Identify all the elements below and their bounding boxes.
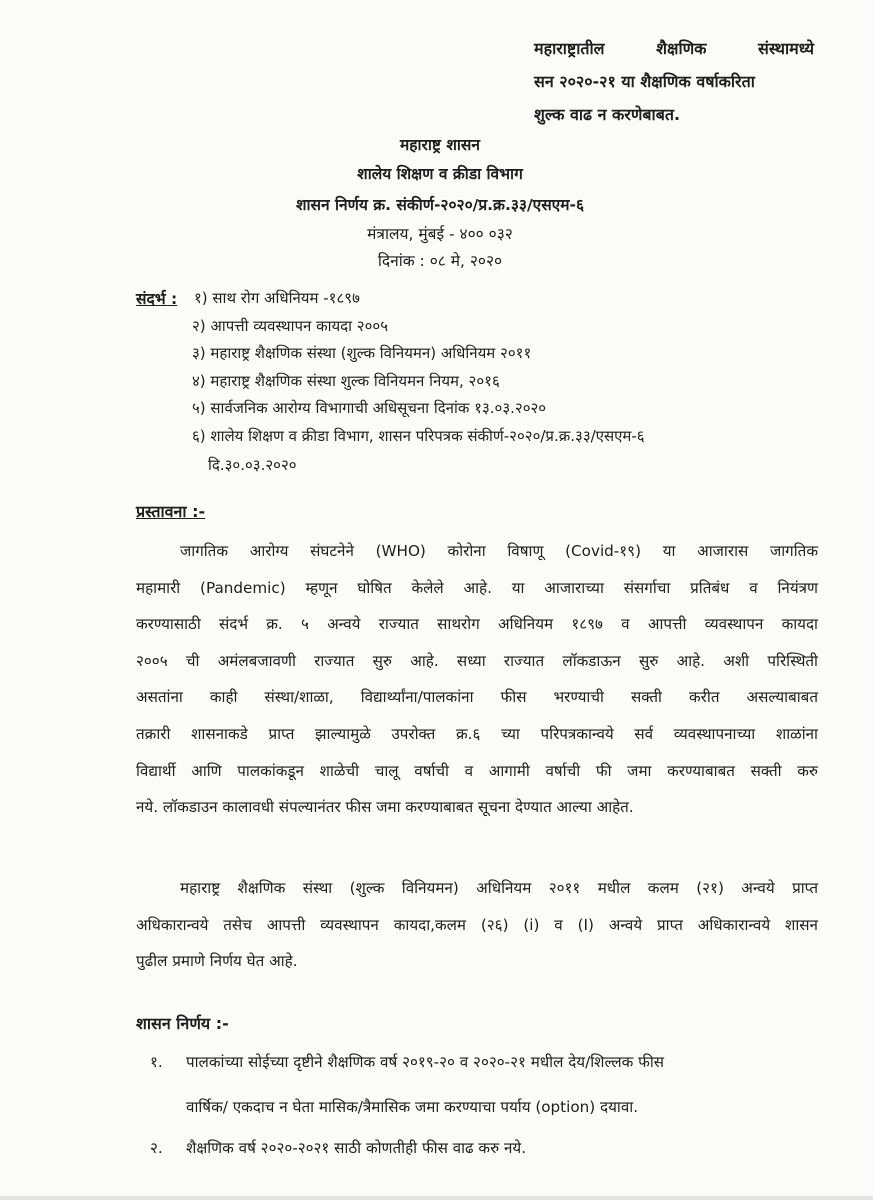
preamble-paragraph-1	[136, 533, 818, 826]
subject-line-1	[534, 32, 814, 65]
preamble-paragraph-2	[136, 870, 818, 980]
decision-heading: शासन निर्णय :-	[136, 1014, 229, 1033]
paragraph-line: नये. लॉकडाउन कालावधी संपल्यानंतर फीस जमा करण्याबाबत सूचना देण्यात आल्या आहेत.	[136, 798, 634, 817]
page-edge	[0, 1196, 873, 1200]
decision-text: पालकांच्या सोईच्या दृष्टीने शैक्षणिक वर्ष २०१९-२० व २०२०-२१ मधील देय/शिल्लक फीस	[186, 1053, 665, 1071]
paragraph-line: असतांना काही संस्था/शाळा, विद्यार्थ्यांना/पालकांना फीस भरण्याची सक्ती करीत असल्याबाबत	[136, 688, 818, 707]
subject-word: संस्थामध्ये	[758, 39, 814, 58]
decision-item	[150, 1138, 526, 1158]
subject-line-2: सन २०२०-२१ या शैक्षणिक वर्षाकरिता	[534, 72, 755, 91]
paragraph-line: तक्रारी शासनाकडे प्राप्त झाल्यामुळे उपरोक्त क्र.६ च्या परिपत्रकान्वये सर्व व्यवस्थापनाच्या शाळांना	[136, 724, 818, 743]
decision-text-continued: वार्षिक/ एकदाच न घेता मासिक/त्रैमासिक जमा करण्याचा पर्याय (option) दयावा.	[186, 1098, 639, 1116]
preamble-heading: प्रस्तावना :-	[136, 502, 206, 521]
gr-number: शासन निर्णय क्र. संकीर्ण-२०२०/प्र.क्र.३३/एसएम-६	[295, 196, 585, 214]
paragraph-line: अधिकारान्वये तसेच आपत्ती व्यवस्थापन कायदा,कलम (२६) (i) व (I) अन्वये प्राप्त अधिकारान्वये शासन	[136, 915, 818, 934]
reference-item: २) आपत्ती व्यवस्थापन कायदा २००५	[192, 317, 389, 335]
subject-line-3: शुल्क वाढ न करणेबाबत.	[534, 105, 681, 124]
decision-item	[150, 1052, 664, 1072]
references-label: संदर्भ :	[136, 290, 178, 308]
reference-item: ६) शालेय शिक्षण व क्रीडा विभाग, शासन परिपत्रक संकीर्ण-२०२०/प्र.क्र.३३/एसएम-६	[192, 427, 645, 445]
issue-date: दिनांक : ०८ मे, २०२०	[377, 252, 503, 270]
subject-word: महाराष्ट्रातील	[534, 39, 605, 58]
reference-item: ५) सार्वजनिक आरोग्य विभागाची अधिसूचना दिनांक १३.०३.२०२०	[192, 399, 547, 417]
paragraph-line: पुढील प्रमाणे निर्णय घेत आहे.	[136, 952, 298, 971]
subject-word: शैक्षणिक	[656, 39, 707, 58]
department-title: शालेय शिक्षण व क्रीडा विभाग	[357, 165, 523, 183]
reference-item: ३) महाराष्ट्र शैक्षणिक संस्था (शुल्क विनियमन) अधिनियम २०११	[192, 344, 532, 362]
paragraph-line: जागतिक आरोग्य संघटनेने (WHO) कोरोना विषाणू (Covid-१९) या आजारास जागतिक	[180, 542, 818, 560]
paragraph-line: करण्यासाठी संदर्भ क्र. ५ अन्वये राज्यात साथरोग अधिनियम १८९७ व आपत्ती व्यवस्थापन कायदा	[136, 615, 818, 634]
reference-item: १) साथ रोग अधिनियम -१८९७	[194, 289, 360, 307]
decision-number: २.	[150, 1139, 163, 1157]
reference-item-continued: दि.३०.०३.२०२०	[208, 456, 297, 474]
decision-text: शैक्षणिक वर्ष २०२०-२०२१ साठी कोणतीही फीस वाढ करु नये.	[186, 1139, 527, 1157]
government-title: महाराष्ट्र शासन	[400, 136, 480, 154]
reference-item: ४) महाराष्ट्र शैक्षणिक संस्था शुल्क विनियमन नियम, २०१६	[192, 372, 500, 390]
address: मंत्रालय, मुंबई - ४०० ०३२	[367, 225, 513, 243]
subject-block	[534, 32, 814, 131]
paragraph-line: महाराष्ट्र शैक्षणिक संस्था (शुल्क विनियमन) अधिनियम २०११ मधील कलम (२१) अन्वये प्राप्त	[180, 879, 818, 897]
paragraph-line: २००५ ची अमंलबजावणी राज्यात सुरु आहे. सध्या राज्यात लॉकडाऊन सुरु आहे. अशी परिस्थिती	[136, 651, 818, 670]
paragraph-line: महामारी (Pandemic) म्हणून घोषित केलेले आहे. या आजाराच्या संसर्गाचा प्रतिबंध व नियंत्रण	[136, 578, 818, 597]
paragraph-line: विद्यार्थी आणि पालकांकडून शाळेची चालू वर्षाची व आगामी वर्षाची फी जमा करण्याबाबत सक्ती करु	[136, 761, 818, 780]
decision-number: १.	[150, 1053, 163, 1071]
